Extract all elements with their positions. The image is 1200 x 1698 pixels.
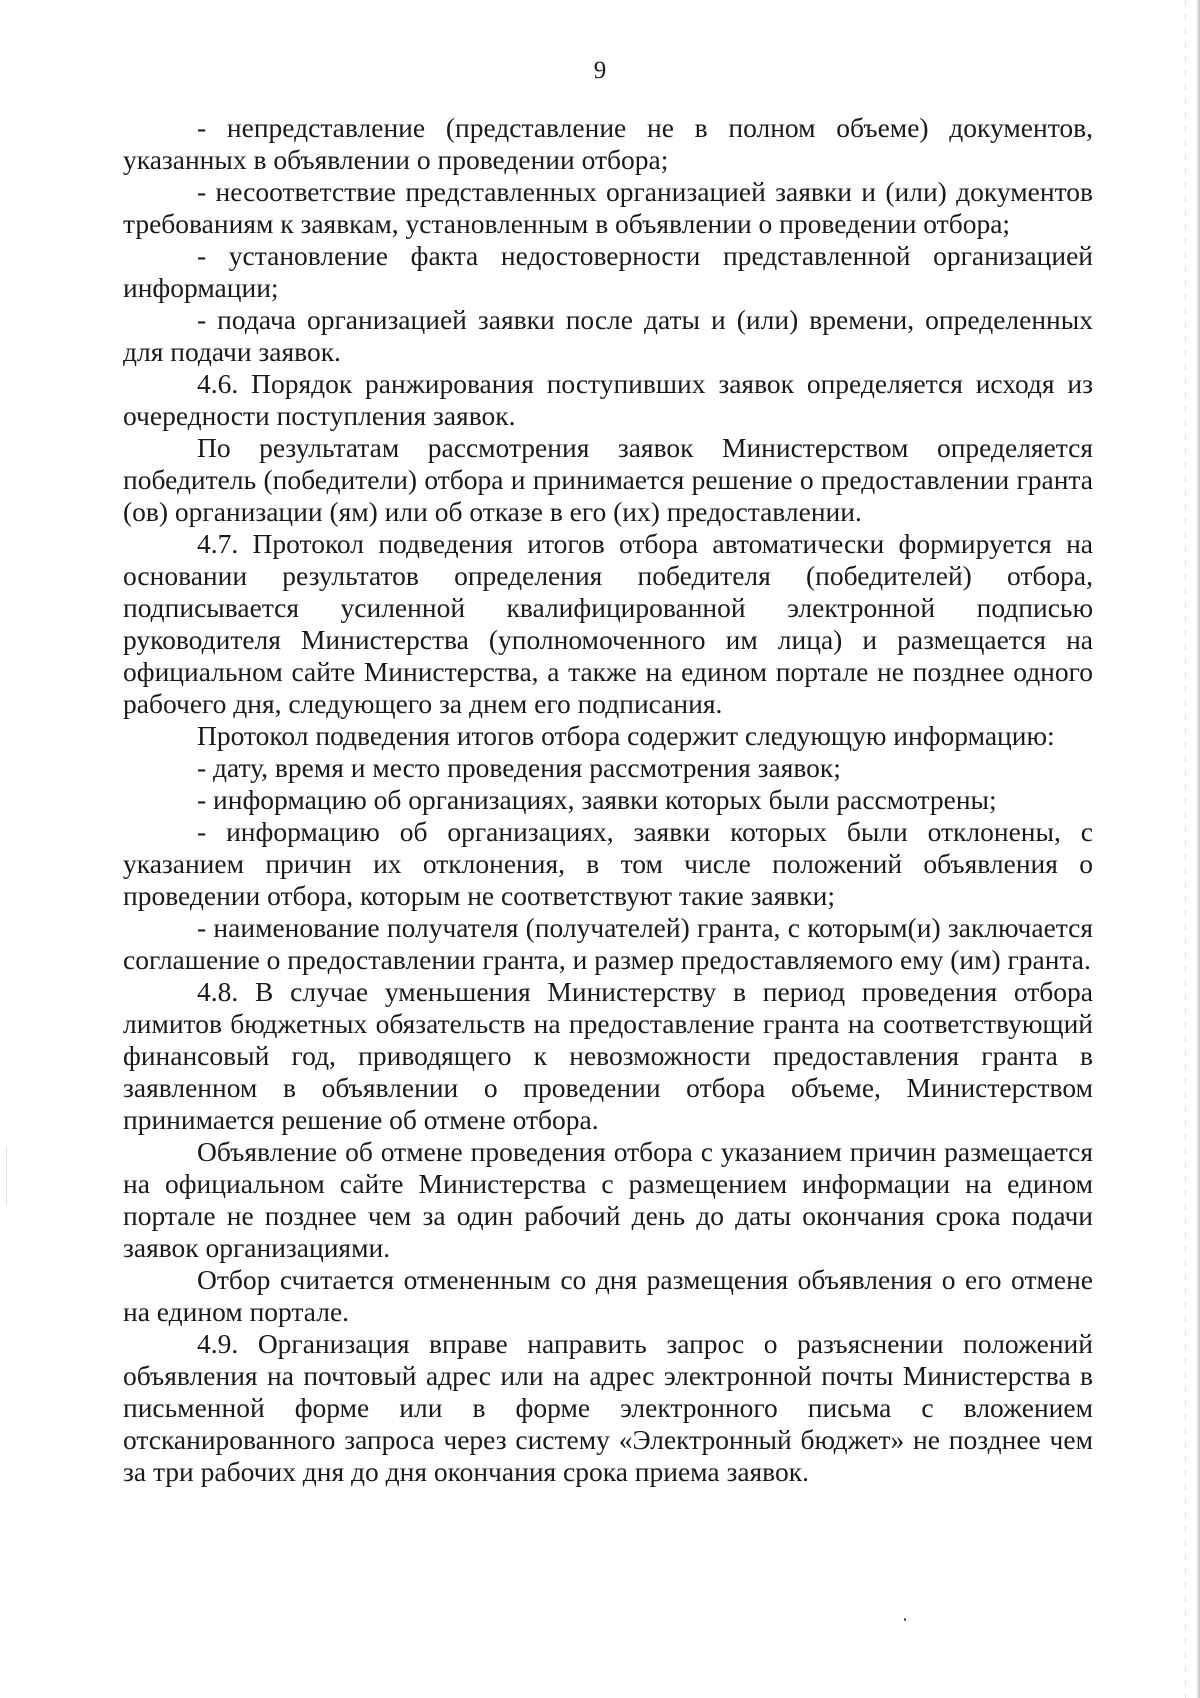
paragraph: - наименование получателя (получателей) гранта, с которым(и) заключается соглашение о предоставлении гранта, и размер предоставляемого ему (им) гранта. xyxy=(123,912,1093,975)
paragraph: - несоответствие представленных организацией заявки и (или) документов требованиям к заявкам, установленным в объявлении о проведении отбора; xyxy=(123,176,1093,239)
paragraph: Объявление об отмене проведения отбора с указанием причин размещается на официальном сайте Министерства с размещением информации на едином портале не позднее чем за один рабочий день до даты окончания срока подачи заявок организациями. xyxy=(123,1136,1093,1263)
page-number: 9 xyxy=(593,57,607,84)
paragraph: Протокол подведения итогов отбора содержит следующую информацию: xyxy=(197,720,1055,751)
paragraph: 4.7. Протокол подведения итогов отбора автоматически формируется на основании результатов определения победителя (победителей) отбора, подписывается усиленной квалифицированной электронной подписью руководителя Министерства (уполномоченного им лица) и размещается на официальном сайте Министерства, а также на едином портале не позднее одного рабочего дня, следующего за днем его подписания. xyxy=(123,528,1093,719)
paragraph: Отбор считается отмененным со дня размещения объявления о его отмене на едином портале. xyxy=(123,1264,1093,1327)
document-body xyxy=(123,112,1093,1488)
scan-edge-shadow xyxy=(1196,0,1200,1698)
paragraph: 4.9. Организация вправе направить запрос о разъяснении положений объявления на почтовый адрес или на адрес электронной почты Министерства в письменной форме или в форме электронного письма с вложением отсканированного запроса через систему «Электронный бюджет» не позднее чем за три рабочих дня до дня окончания срока приема заявок. xyxy=(123,1328,1093,1487)
scan-edge-artifact xyxy=(1185,0,1186,1698)
paragraph: - дату, время и место проведения рассмотрения заявок; xyxy=(197,752,841,783)
paragraph: 4.8. В случае уменьшения Министерству в период проведения отбора лимитов бюджетных обязательств на предоставление гранта на соответствующий финансовый год, приводящего к невозможности предоставления гранта в заявленном в объявлении о проведении отбора объеме, Министерством принимается решение об отмене отбора. xyxy=(123,976,1093,1135)
paragraph: - установление факта недостоверности представленной организацией информации; xyxy=(123,240,1093,303)
paragraph: - непредставление (представление не в полном объеме) документов, указанных в объявлении о проведении отбора; xyxy=(123,112,1093,175)
scan-speck-left xyxy=(6,1146,7,1206)
paragraph: - информацию об организациях, заявки которых были рассмотрены; xyxy=(197,784,997,815)
paragraph: - подача организацией заявки после даты и (или) времени, определенных для подачи заявок. xyxy=(123,304,1093,367)
scan-speck xyxy=(904,1618,906,1621)
paragraph: - информацию об организациях, заявки которых были отклонены, с указанием причин их отклонения, в том числе положений объявления о проведении отбора, которым не соответствуют такие заявки; xyxy=(123,816,1093,911)
paragraph: По результатам рассмотрения заявок Министерством определяется победитель (победители) отбора и принимается решение о предоставлении гранта (ов) организации (ям) или об отказе в его (их) предоставлении. xyxy=(123,432,1093,527)
paragraph: 4.6. Порядок ранжирования поступивших заявок определяется исходя из очередности поступления заявок. xyxy=(123,368,1093,431)
